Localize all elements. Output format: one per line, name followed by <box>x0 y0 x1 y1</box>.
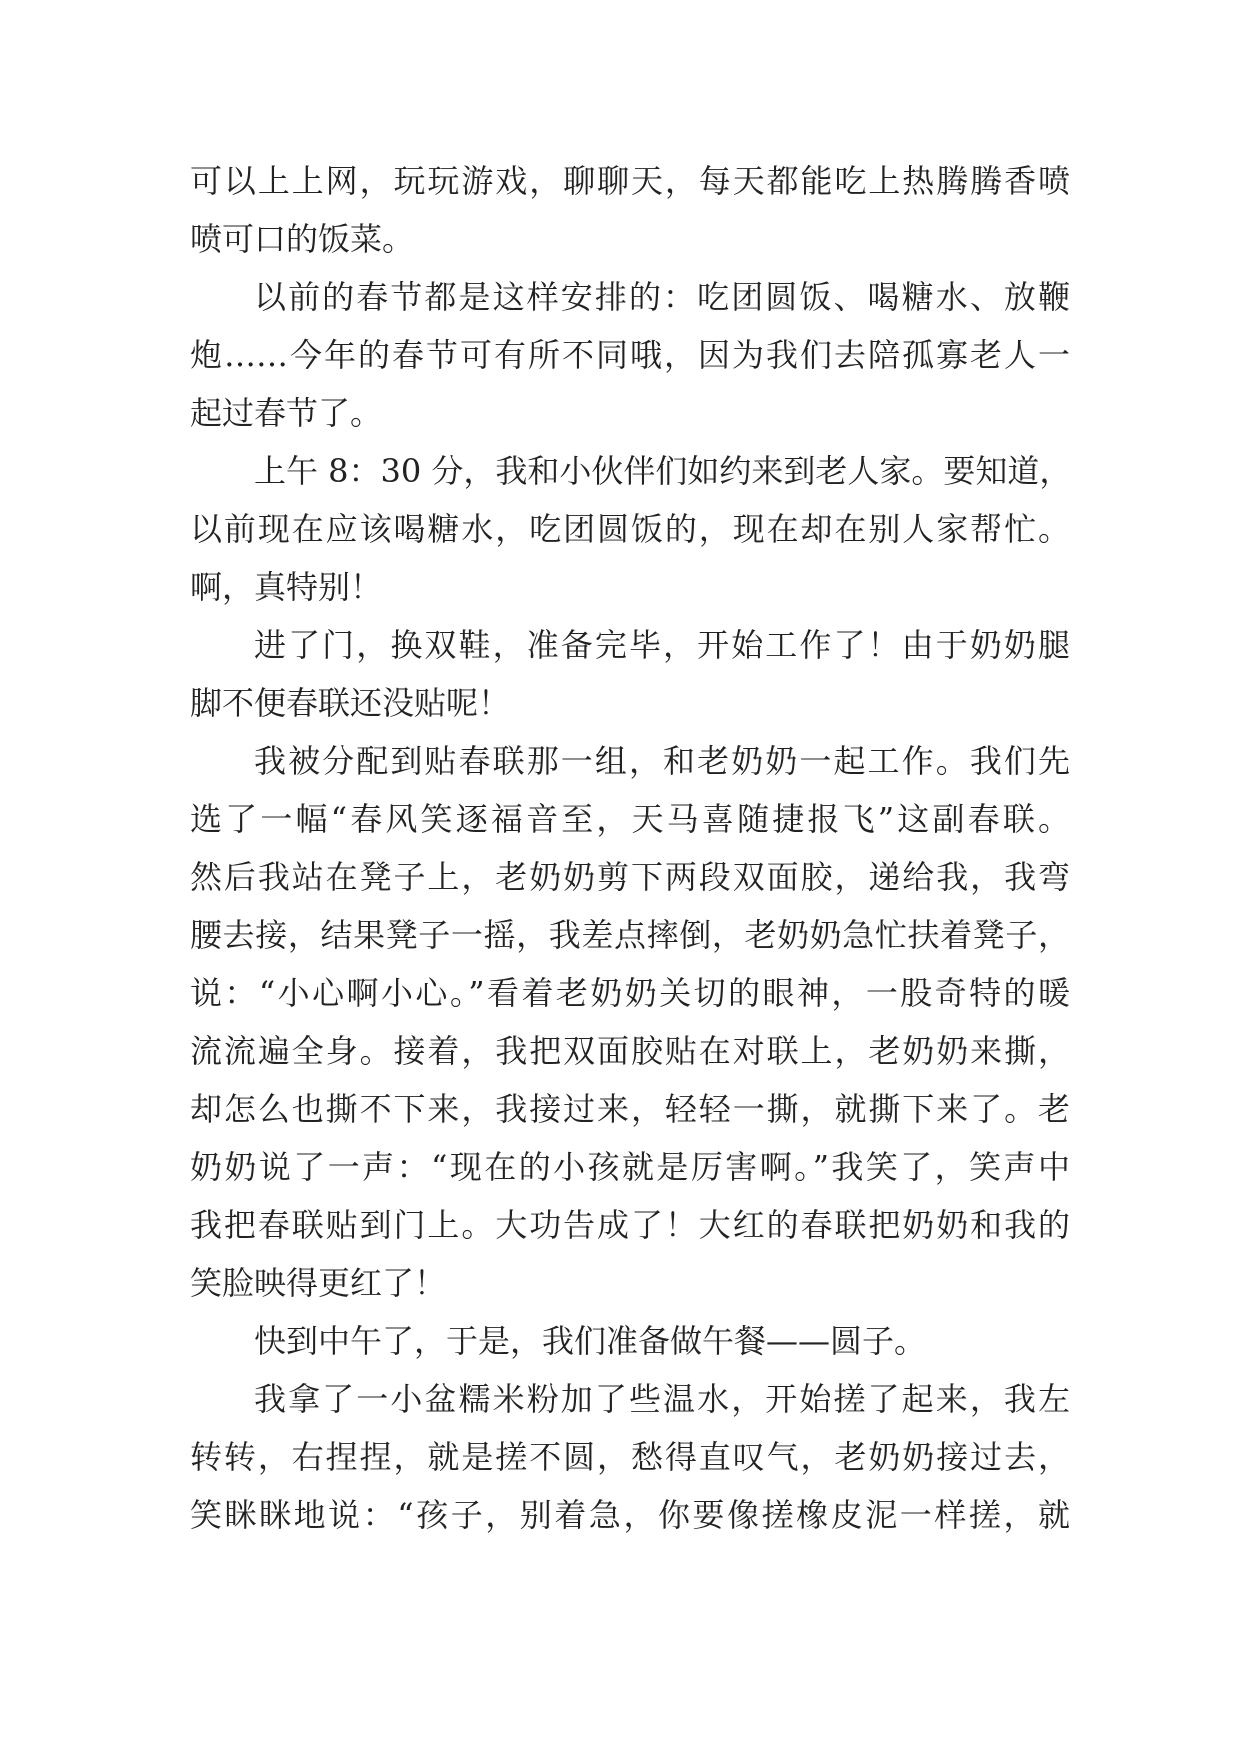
paragraph <box>190 268 1070 442</box>
text-line: 转转，右捏捏，就是搓不圆，愁得直叹气，老奶奶接过去， <box>190 1438 1070 1476</box>
text-line: 却怎么也撕不下来，我接过来，轻轻一撕，就撕下来了。老 <box>190 1090 1070 1128</box>
paragraph <box>190 152 1070 268</box>
text-line: 笑眯眯地说：“孩子，别着急，你要像搓橡皮泥一样搓，就 <box>190 1496 1070 1534</box>
text-line: 说：“小心啊小心。”看着老奶奶关切的眼神，一股奇特的暖 <box>190 974 1070 1012</box>
text-line: 流流遍全身。接着，我把双面胶贴在对联上，老奶奶来撕， <box>190 1032 1070 1070</box>
text-line: 奶奶说了一声：“现在的小孩就是厉害啊。”我笑了，笑声中 <box>190 1148 1070 1186</box>
text-line: 腰去接，结果凳子一摇，我差点摔倒，老奶奶急忙扶着凳子， <box>190 916 1070 954</box>
text-line: 以前现在应该喝糖水，吃团圆饭的，现在却在别人家帮忙。 <box>190 510 1070 548</box>
text-line: 以前的春节都是这样安排的：吃团圆饭、喝糖水、放鞭 <box>254 278 1070 316</box>
text-line: 啊，真特别！ <box>190 568 383 606</box>
text-line: 进了门，换双鞋，准备完毕，开始工作了！由于奶奶腿 <box>254 626 1070 664</box>
text-line: 上午 8：30 分，我和小伙伴们如约来到老人家。要知道， <box>254 452 1072 490</box>
text-line: 脚不便春联还没贴呢！ <box>190 684 511 722</box>
document-body <box>190 152 1070 1544</box>
text-line: 笑脸映得更红了！ <box>190 1264 447 1302</box>
text-line: 炮……今年的春节可有所不同哦，因为我们去陪孤寡老人一 <box>190 336 1070 374</box>
text-line: 起过春节了。 <box>190 394 383 432</box>
text-line: 快到中午了，于是，我们准备做午餐——圆子。 <box>254 1322 927 1360</box>
text-line: 选了一幅“春风笑逐福音至，天马喜随捷报飞”这副春联。 <box>190 800 1070 838</box>
text-line: 然后我站在凳子上，老奶奶剪下两段双面胶，递给我，我弯 <box>190 858 1070 896</box>
text-line: 我把春联贴到门上。大功告成了！大红的春联把奶奶和我的 <box>190 1206 1070 1244</box>
text-line: 可以上上网，玩玩游戏，聊聊天，每天都能吃上热腾腾香喷 <box>190 162 1070 200</box>
paragraph <box>190 442 1070 616</box>
paragraph <box>190 732 1070 1312</box>
text-line: 我拿了一小盆糯米粉加了些温水，开始搓了起来，我左 <box>254 1380 1070 1418</box>
paragraph <box>190 1312 1070 1370</box>
text-line: 我被分配到贴春联那一组，和老奶奶一起工作。我们先 <box>254 742 1070 780</box>
text-line: 喷可口的饭菜。 <box>190 220 415 258</box>
paragraph <box>190 616 1070 732</box>
paragraph <box>190 1370 1070 1544</box>
